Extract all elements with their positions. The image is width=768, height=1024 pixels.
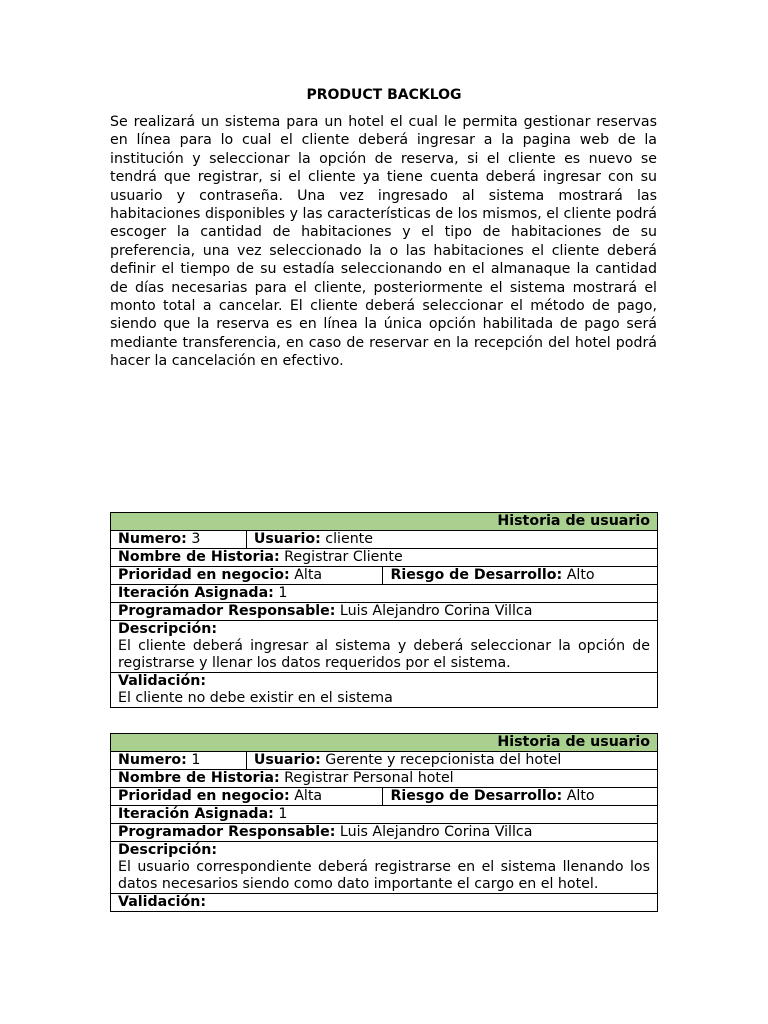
iteracion-label: Iteración Asignada: xyxy=(118,806,274,822)
iteracion-label: Iteración Asignada: xyxy=(118,585,274,601)
validacion-label: Validación: xyxy=(118,894,207,910)
intro-paragraph: Se realizará un sistema para un hotel el cual le permita gestionar reservas en línea para lo cual el cliente deberá ingresar a la pagina web de la institución y seleccionar la opción de reserva, si el cliente es nuevo se tendrá que registrar, si el cliente ya tiene cuenta deberá ingresar con su usuario y contraseña. Una vez ingresado al sistema mostrará las habitaciones disponibles y las características de los mismos, el cliente podrá escoger la cantidad de habitaciones y el tipo de habitaciones de su preferencia, una vez seleccionado la o las habitaciones el cliente deberá definir el tiempo de su estadía seleccionando en el almanaque la cantidad de días necesarias para el cliente, posteriormente el sistema mostrará el monto total a cancelar. El cliente deberá seleccionar el método de pago, siendo que la reserva es en línea la única opción habilitada de pago será mediante transferencia, en caso de reservar en la recepción del hotel podrá hacer la cancelación en efectivo. xyxy=(110,114,657,370)
descripcion-value: El cliente deberá ingresar al sistema y deberá seleccionar la opción de registrarse y llenar los datos requeridos por el sistema. xyxy=(118,638,650,671)
numero-label: Numero: xyxy=(118,752,187,768)
story-programmer-cell xyxy=(111,603,658,621)
prioridad-value: Alta xyxy=(294,567,323,583)
programador-value: Luis Alejandro Corina Villca xyxy=(339,824,533,840)
story-priority-cell xyxy=(111,567,383,585)
riesgo-label: Riesgo de Desarrollo: xyxy=(390,567,563,583)
descripcion-label: Descripción: xyxy=(118,842,218,858)
story-header: Historia de usuario xyxy=(111,734,658,752)
prioridad-label: Prioridad en negocio: xyxy=(118,788,290,804)
story-user-cell xyxy=(246,531,657,549)
story-user-cell xyxy=(246,752,657,770)
usuario-label: Usuario: xyxy=(253,752,321,768)
programador-label: Programador Responsable: xyxy=(118,824,336,840)
usuario-value: cliente xyxy=(325,531,373,547)
nombre-label: Nombre de Historia: xyxy=(118,770,280,786)
story-priority-cell xyxy=(111,788,383,806)
story-name-cell xyxy=(111,549,658,567)
numero-value: 1 xyxy=(191,752,201,768)
story-header: Historia de usuario xyxy=(111,513,658,531)
user-story-table xyxy=(110,512,658,708)
numero-value: 3 xyxy=(191,531,201,547)
story-description-cell xyxy=(111,621,658,673)
story-validation-cell xyxy=(111,894,658,912)
story-programmer-cell xyxy=(111,824,658,842)
riesgo-value: Alto xyxy=(566,567,595,583)
nombre-value: Registrar Cliente xyxy=(284,549,403,565)
story-number-cell xyxy=(111,531,247,549)
user-story-table xyxy=(110,733,658,912)
descripcion-label: Descripción: xyxy=(118,621,218,637)
story-risk-cell xyxy=(383,788,658,806)
story-iteration-cell xyxy=(111,585,658,603)
usuario-value: Gerente y recepcionista del hotel xyxy=(325,752,562,768)
story-description-cell xyxy=(111,842,658,894)
story-number-cell xyxy=(111,752,247,770)
programador-label: Programador Responsable: xyxy=(118,603,336,619)
riesgo-label: Riesgo de Desarrollo: xyxy=(390,788,563,804)
prioridad-label: Prioridad en negocio: xyxy=(118,567,290,583)
story-risk-cell xyxy=(383,567,658,585)
programador-value: Luis Alejandro Corina Villca xyxy=(339,603,533,619)
iteracion-value: 1 xyxy=(278,585,288,601)
story-iteration-cell xyxy=(111,806,658,824)
riesgo-value: Alto xyxy=(566,788,595,804)
numero-label: Numero: xyxy=(118,531,187,547)
story-validation-cell xyxy=(111,673,658,708)
descripcion-value: El usuario correspondiente deberá registrarse en el sistema llenando los datos necesarios siendo como dato importante el cargo en el hotel. xyxy=(118,859,650,892)
nombre-label: Nombre de Historia: xyxy=(118,549,280,565)
validacion-value: El cliente no debe existir en el sistema xyxy=(118,690,393,706)
usuario-label: Usuario: xyxy=(253,531,321,547)
page-title: PRODUCT BACKLOG xyxy=(306,87,462,103)
prioridad-value: Alta xyxy=(294,788,323,804)
validacion-label: Validación: xyxy=(118,673,207,689)
iteracion-value: 1 xyxy=(278,806,288,822)
story-name-cell xyxy=(111,770,658,788)
nombre-value: Registrar Personal hotel xyxy=(284,770,454,786)
